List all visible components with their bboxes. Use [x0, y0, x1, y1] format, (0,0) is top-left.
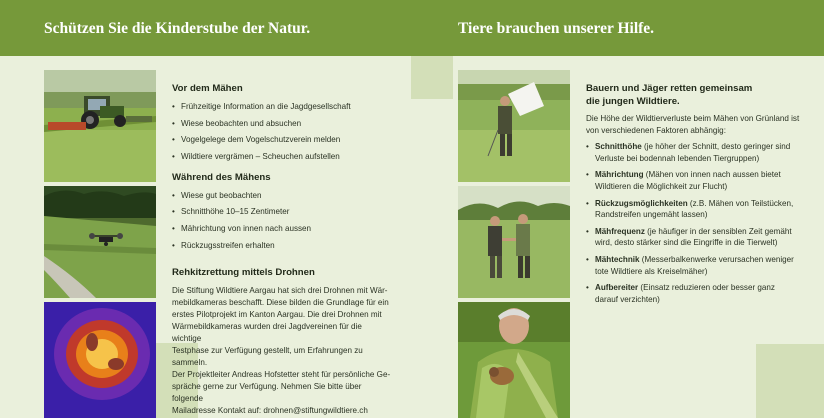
list-item: • Rückzugsstreifen erhalten: [172, 240, 392, 252]
section-heading-drone-rescue: Rehkitzrettung mittels Drohnen: [172, 266, 315, 278]
list-item: • Mährichtung von innen nach aussen: [172, 223, 392, 235]
before-mowing-list: [172, 101, 392, 163]
header-bar: [0, 0, 824, 56]
factor-desc: Randstreifen ungemäht lassen): [595, 210, 708, 220]
right-heading-line: die jungen Wildtiere.: [586, 96, 680, 107]
paragraph-line: Wärmebildkameras wurden drei Jagdvereinen für die wichtige: [172, 321, 362, 343]
right-heading: [586, 82, 822, 108]
intro-line: Die Höhe der Wildtierverluste beim Mähen von Grünland ist: [586, 114, 800, 123]
factor-desc: (Einsatz reduzieren oder besser ganz: [638, 283, 775, 293]
factor-desc: (je häufiger in der sensiblen Zeit gemäht: [644, 226, 792, 236]
factor-term: Rückzugsmöglichkeiten: [595, 198, 688, 208]
section-heading-during-mowing: Während des Mähens: [172, 171, 271, 183]
man-holding-fawn-photo: [458, 302, 570, 418]
list-item: • Wiese beobachten und absuchen: [172, 118, 392, 130]
drone-over-field-photo: [44, 186, 156, 298]
factor-desc: wird, desto stärker sind die Eingriffe in die Tierwelt): [595, 238, 778, 248]
factor-term: Mähfrequenz: [595, 226, 645, 236]
factor-item: [586, 254, 822, 277]
list-item: • Wildtiere vergrämen – Scheuchen aufstellen: [172, 151, 392, 163]
factor-item: [586, 141, 822, 164]
factor-desc: (Mähen von innen nach aussen bietet: [643, 170, 781, 180]
paragraph-line: Der Projektleiter Andreas Hofstetter steht für persönliche Ge-: [172, 369, 391, 379]
list-item: • Vogelgelege dem Vogelschutzverein melden: [172, 134, 392, 146]
factor-desc: tote Wildtiere als Kreiselmäher): [595, 266, 708, 276]
paragraph-line: Testphase zur Verfügung gestellt, um Erfahrungen zu sammeln.: [172, 345, 363, 367]
paragraph-line: Die Stiftung Wildtiere Aargau hat sich drei Drohnen mit Wär-: [172, 285, 388, 295]
factor-desc: (je höher der Schnitt, desto geringer sind: [641, 142, 791, 152]
left-page-title: Schützen Sie die Kinderstube der Natur.: [44, 20, 311, 37]
drone-rescue-paragraph: [172, 285, 392, 417]
factor-item: [586, 198, 822, 221]
paragraph-line: spräche gerne zur Verfügung. Nehmen Sie bitte über folgende: [172, 381, 362, 403]
factor-term: Mähtechnik: [595, 254, 640, 264]
paragraph-line: mebildkameras beschafft. Diese bilden die Grundlage für ein: [172, 297, 389, 307]
during-mowing-list: [172, 190, 392, 252]
factor-desc: (z.B. Mähen von Teilstücken,: [687, 198, 794, 208]
left-text-column: [172, 82, 392, 417]
right-page-title: Tiere brauchen unserer Hilfe.: [458, 20, 655, 37]
factor-desc: Wildtieren die Möglichkeit zur Flucht): [595, 181, 728, 191]
contact-email-line: Mailadresse Kontakt auf: drohnen@stiftungwildtiere.ch: [172, 405, 368, 415]
factors-list: [586, 141, 822, 305]
list-item: • Frühzeitige Information an die Jagdgesellschaft: [172, 101, 392, 113]
factor-item: [586, 226, 822, 249]
factor-term: Mährichtung: [595, 170, 644, 180]
intro-line: von verschiedenen Faktoren abhängig:: [586, 125, 726, 135]
right-text-column: [586, 82, 822, 310]
farmer-with-cloth-photo: [458, 70, 570, 182]
factor-item: [586, 169, 822, 192]
factor-desc: darauf verzichten): [595, 294, 660, 304]
thermal-image-photo: [44, 302, 156, 418]
factor-desc: (Messerbalkenwerke verursachen weniger: [639, 254, 794, 264]
factor-term: Aufbereiter: [595, 283, 639, 293]
section-heading-before-mowing: Vor dem Mähen: [172, 83, 243, 94]
right-intro: [586, 113, 822, 136]
right-heading-line: Bauern und Jäger retten gemeinsam: [586, 83, 753, 94]
list-item: • Wiese gut beobachten: [172, 190, 392, 202]
decor-square-right: [756, 344, 824, 418]
list-item: • Schnitthöhe 10–15 Zentimeter: [172, 206, 392, 218]
factor-desc: Verluste bei bodennah lebenden Tiergruppen): [595, 153, 760, 163]
factor-item: [586, 282, 822, 305]
paragraph-line: erstes Pilotprojekt im Kanton Aargau. Die drei Drohnen mit: [172, 309, 382, 319]
two-men-handshake-photo: [458, 186, 570, 298]
tractor-mowing-photo: [44, 70, 156, 182]
factor-term: Schnitthöhe: [595, 142, 642, 152]
decor-square-top: [411, 56, 453, 99]
